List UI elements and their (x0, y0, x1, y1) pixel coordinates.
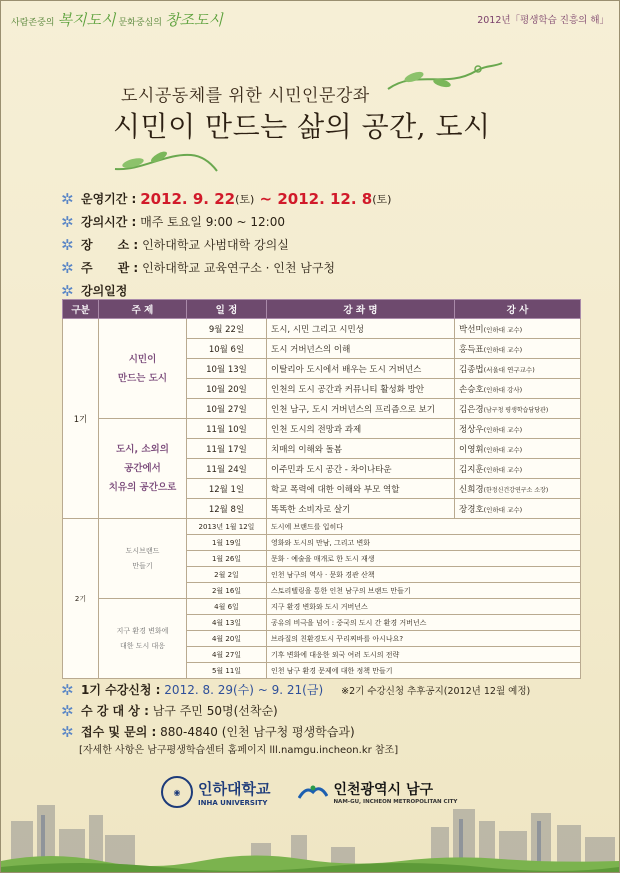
header-term: 구분 (63, 300, 99, 319)
lecturer-cell (455, 399, 581, 419)
lecturer-name: 이영휘 (459, 444, 484, 455)
asterisk-star-icon: ✲ (61, 722, 74, 741)
term-cell-2: 2기 (63, 519, 99, 679)
lecture-cell: 지구 환경 변화와 도시 거버넌스 (267, 599, 581, 615)
date-cell: 1월 26일 (187, 551, 267, 567)
lecture-cell: 도시에 브랜드를 입히다 (267, 519, 581, 535)
date-cell: 11월 10일 (187, 419, 267, 439)
theme-line: 지구 환경 변화에 (116, 626, 169, 635)
table-row (63, 599, 581, 615)
lecture-cell: 학교 폭력에 대한 이해와 부모 역할 (267, 479, 455, 499)
lecture-cell: 인천의 도시 공간과 커뮤니티 활성화 방안 (267, 379, 455, 399)
asterisk-star-icon: ✲ (61, 258, 74, 277)
lecturer-affiliation: (인하대 교수) (483, 345, 523, 354)
date-cell: 10월 13일 (187, 359, 267, 379)
lecturer-name: 김종법 (459, 364, 484, 375)
time-value: 매주 토요일 9:00 ~ 12:00 (140, 215, 285, 229)
lecture-cell: 치매의 이해와 돌봄 (267, 439, 455, 459)
date-cell: 12월 8일 (187, 499, 267, 519)
host-row (61, 256, 581, 279)
period-row (61, 187, 581, 210)
lecturer-affiliation: (인하대 교수) (483, 505, 523, 514)
lecture-cell: 인천 남구 환경 문제에 대한 정책 만들기 (267, 663, 581, 679)
inha-name-en: INHA UNIVERSITY (198, 798, 268, 807)
period-end: 2012. 12. 8 (277, 189, 373, 208)
schedule-label: 강의일정 (81, 284, 128, 298)
lecture-cell: 도시 거버넌스의 이해 (267, 339, 455, 359)
lecturer-name: 정상우 (459, 424, 484, 435)
date-cell: 4월 20일 (187, 631, 267, 647)
apply-label: 1기 수강신청 : (81, 683, 161, 697)
contact-label: 접수 및 문의 : (81, 725, 157, 739)
period-sep: ~ (254, 189, 278, 208)
date-cell: 4월 13일 (187, 615, 267, 631)
time-label: 강의시간 : (81, 215, 137, 229)
lecture-cell: 영화와 도시의 만남, 그리고 변화 (267, 535, 581, 551)
theme-cell-2 (99, 419, 187, 519)
lecturer-cell (455, 379, 581, 399)
apply-row (61, 679, 581, 700)
lecturer-affiliation: (인하대 강사) (483, 385, 523, 394)
lecturer-affiliation: (인하대 교수) (483, 465, 523, 474)
contact-row (61, 721, 581, 742)
place-label: 장 소 : (81, 238, 139, 252)
theme-line: 만드는 도시 (117, 372, 168, 384)
date-cell: 12월 1일 (187, 479, 267, 499)
date-cell: 10월 27일 (187, 399, 267, 419)
slogan-big-1: 복지도시 (57, 10, 116, 29)
lecturer-cell (455, 459, 581, 479)
asterisk-star-icon: ✲ (61, 212, 74, 231)
term-cell-1: 1기 (63, 319, 99, 519)
lecture-cell: 이탈리아 도시에서 배우는 도시 거버넌스 (267, 359, 455, 379)
page-title: 시민이 만드는 삶의 공간, 도시 (113, 110, 491, 143)
date-cell: 10월 20일 (187, 379, 267, 399)
contact-value: 880-4840 (인천 남구청 평생학습과) (160, 725, 355, 739)
asterisk-star-icon: ✲ (61, 189, 74, 208)
lecture-cell: 브라질의 친환경도시 꾸리찌바를 아시나요? (267, 631, 581, 647)
date-cell: 2013년 1월 12일 (187, 519, 267, 535)
slogan-pre-2: 문화중심의 (118, 17, 162, 28)
lecture-cell: 이주민과 도시 공간 - 차이나타운 (267, 459, 455, 479)
apply-note: ※2기 수강신청 추후공지(2012년 12월 예정) (341, 685, 531, 697)
header-date: 일 정 (187, 300, 267, 319)
target-value: 남구 주민 50명(선착순) (152, 704, 278, 718)
asterisk-star-icon: ✲ (61, 235, 74, 254)
apply-value: 2012. 8. 29(수) ~ 9. 21(금) (164, 683, 324, 697)
period-start-day: (토) (235, 192, 255, 206)
city-skyline-illustration (1, 791, 619, 872)
host-label: 주 관 : (81, 261, 139, 275)
lecture-cell: 똑똑한 소비자로 살기 (267, 499, 455, 519)
asterisk-star-icon: ✲ (61, 701, 74, 720)
year-tag: 2012년「평생학습 진흥의 해」 (477, 15, 609, 26)
lecturer-cell (455, 359, 581, 379)
header-theme: 주 제 (99, 300, 187, 319)
lecture-cell: 도시, 시민 그리고 시민성 (267, 319, 455, 339)
inha-seal-icon: ◉ (161, 776, 193, 808)
lecturer-cell (455, 499, 581, 519)
detail-note: [자세한 사항은 남구평생학습센터 홈페이지 lll.namgu.incheon.kr 참조] (79, 745, 399, 756)
lecturer-name: 박선미 (459, 324, 484, 335)
subtitle: 도시공동체를 위한 시민인문강좌 (121, 86, 370, 106)
lecture-cell: 공유의 비극을 넘어 : 중국의 도시 간 환경 거버넌스 (267, 615, 581, 631)
theme-line: 대한 도시 대응 (119, 641, 166, 650)
period-label: 운영기간 : (81, 192, 137, 206)
table-row (63, 319, 581, 339)
period-end-day: (토) (372, 192, 392, 206)
green-vine-icon (111, 141, 221, 177)
lecturer-affiliation: (인하대 교수) (483, 445, 523, 454)
date-cell: 2월 2일 (187, 567, 267, 583)
lecturer-affiliation: (서울대 연구교수) (483, 365, 535, 374)
asterisk-star-icon: ✲ (61, 281, 74, 300)
header-lecturer: 강 사 (455, 300, 581, 319)
theme-cell-3 (99, 519, 187, 599)
lecturer-cell (455, 479, 581, 499)
theme-line: 도시, 소외의 (116, 444, 169, 455)
date-cell: 2월 16일 (187, 583, 267, 599)
lecturer-name: 김은경 (459, 404, 484, 415)
namgu-name: 인천광역시 남구 (333, 782, 433, 798)
theme-line: 치유의 공간으로 (108, 482, 177, 493)
lecture-cell: 인천 남구, 도시 거버넌스의 프리즘으로 보기 (267, 399, 455, 419)
period-start: 2012. 9. 22 (140, 189, 236, 208)
lecturer-name: 김지훈 (459, 464, 484, 475)
lecture-cell: 인천 도시의 전망과 과제 (267, 419, 455, 439)
date-cell: 11월 24일 (187, 459, 267, 479)
header-bar (1, 1, 619, 37)
date-cell: 9월 22일 (187, 319, 267, 339)
target-row (61, 700, 581, 721)
date-cell: 10월 6일 (187, 339, 267, 359)
theme-cell-4 (99, 599, 187, 679)
lecturer-affiliation: (인하대 교수) (483, 325, 523, 334)
lecturer-cell (455, 439, 581, 459)
lecture-cell: 기후 변화에 대응한 외국 여러 도시의 전략 (267, 647, 581, 663)
theme-line: 만들기 (132, 561, 153, 570)
date-cell: 4월 6일 (187, 599, 267, 615)
footer-info (61, 679, 581, 760)
asterisk-star-icon: ✲ (61, 680, 74, 699)
lecturer-affiliation: (한정신건강연구소 소장) (483, 486, 549, 494)
namgu-name-en: NAM-GU, INCHEON METROPOLITAN CITY (333, 799, 458, 805)
theme-line: 공간에서 (124, 463, 161, 474)
date-cell: 4월 27일 (187, 647, 267, 663)
lecture-cell: 문화 · 예술을 매개로 한 도시 재생 (267, 551, 581, 567)
lecturer-name: 손승호 (459, 384, 484, 395)
slogan-big-2: 창조도시 (164, 10, 223, 29)
theme-line: 도시브랜드 (125, 546, 160, 555)
time-row (61, 210, 581, 233)
lecture-cell: 스토리텔링을 통한 인천 남구의 브랜드 만들기 (267, 583, 581, 599)
lecturer-affiliation: (남구청 평생학습담당관) (483, 406, 549, 414)
host-value: 인하대학교 교육연구소 · 인천 남구청 (142, 261, 336, 275)
lecturer-name: 홍득표 (459, 344, 484, 355)
lecturer-name: 신희경 (459, 484, 484, 495)
inha-name: 인하대학교 (198, 779, 271, 798)
lecturer-cell (455, 339, 581, 359)
target-label: 수 강 대 상 : (81, 704, 149, 718)
theme-cell-1 (99, 319, 187, 419)
lecture-cell: 인천 남구의 역사 · 문화 경관 산책 (267, 567, 581, 583)
slogan-pre-1: 사람존중의 (11, 17, 55, 28)
table-row (63, 519, 581, 535)
table-header-row (63, 300, 581, 319)
lecturer-cell (455, 419, 581, 439)
lecturer-name: 장경호 (459, 504, 484, 515)
date-cell: 1월 19일 (187, 535, 267, 551)
date-cell: 5월 11일 (187, 663, 267, 679)
place-value: 인하대학교 사범대학 강의실 (142, 238, 289, 252)
slogan (11, 9, 223, 30)
date-cell: 11월 17일 (187, 439, 267, 459)
table-row (63, 419, 581, 439)
header-lecture: 강 좌 명 (267, 300, 455, 319)
info-section (61, 187, 581, 302)
theme-line: 시민이 (128, 353, 157, 365)
lecturer-cell (455, 319, 581, 339)
place-row (61, 233, 581, 256)
lecturer-affiliation: (인하대 교수) (483, 425, 523, 434)
schedule-table (62, 299, 581, 679)
